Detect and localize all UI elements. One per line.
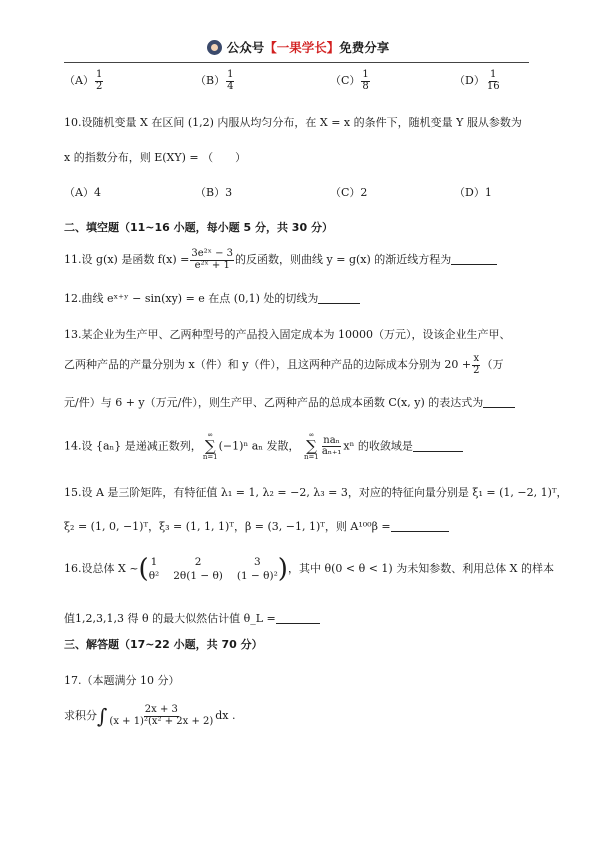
header-suffix: 免费分享 [339, 40, 390, 55]
q13-line3: 元/件）与 6 + y（万元/件），则生产甲、乙两种产品的总成本函数 C(x, y) 的表达式为 [64, 394, 515, 410]
page-header [0, 38, 596, 56]
q16-answer-blank [276, 613, 320, 624]
q15-answer-blank [391, 521, 449, 532]
section-solve-heading: 三、解答题（17~22 小题，共 70 分） [64, 638, 263, 651]
q16-distribution-matrix: 1 2 3 θ² 2θ(1 − θ) (1 − θ)² [148, 556, 278, 582]
q15-line1: 15.设 A 是三阶矩阵，有特征值 λ₁ = 1, λ₂ = −2, λ₃ = 3，对应的特征向量分别是 ξ₁ = (1, −2, 1)ᵀ， [64, 486, 568, 499]
section-fill-in-heading: 二、填空题（11~16 小题，每小题 5 分，共 30 分） [64, 221, 333, 234]
q16-line2: 值1,2,3,1,3 得 θ 的最大似然估计值 θ_L = [64, 610, 320, 626]
q9-option-b: （B） $\frac{1}{4}$ [195, 69, 234, 92]
q17-title: 17.（本题满分 10 分） [64, 674, 180, 687]
header-brand: 【一果学长】 [264, 40, 340, 55]
q13-answer-blank [483, 397, 515, 408]
avatar-icon [207, 40, 222, 55]
q11: 11.设 g(x) 是函数 f(x) = $\frac{\text{3e²ˣ − 3}}{\text{e²ˣ + 1}}$ 的反函数，则曲线 y = g(x) 的渐近线方程为 [64, 249, 497, 271]
header-divider [64, 62, 529, 63]
q17-integral: 求积分∫ $\frac{2x + 3}{\text{(x + 1)²(x² + 2x + 2)}}$ dx . [64, 704, 236, 728]
q9-option-c: （C） $\frac{1}{8}$ [330, 69, 369, 92]
q9-option-d: （D） $\frac{1}{16}$ [454, 69, 500, 92]
q10-option-b: （B）3 [195, 186, 233, 199]
q11-answer-blank [451, 254, 497, 265]
q13-line1: 13.某企业为生产甲、乙两种型号的产品投入固定成本为 10000（万元），设该企业生产甲、 [64, 328, 511, 341]
q10-option-a: （A）4 [64, 186, 101, 199]
header-prefix: 公众号 [226, 40, 265, 55]
q10-option-c: （C）2 [330, 186, 368, 199]
q13-line2: 乙两种产品的产量分别为 x（件）和 y（件），且这两种产品的边际成本分别为 20 + $\frac{x}{2}$ （万 [64, 353, 504, 376]
q10-option-d: （D）1 [454, 186, 492, 199]
q12-answer-blank [318, 293, 360, 304]
q9-option-a: （A） $\frac{1}{2}$ [64, 69, 103, 92]
q10-line1: 10.设随机变量 X 在区间 (1,2) 内服从均匀分布，在 X = x 的条件下，随机变量 Y 服从参数为 [64, 116, 522, 129]
q10-line2: x 的指数分布，则 E(XY) = （ ） [64, 151, 247, 164]
q15-line2: ξ₂ = (1, 0, −1)ᵀ，ξ₃ = (1, 1, 1)ᵀ，β = (3, −1, 1)ᵀ，则 A¹⁰⁰β = [64, 518, 449, 534]
q16-line1: 16.设总体 X ~( 1 2 3 θ² 2θ(1 − θ) (1 − θ)² )，其中 θ(0 < θ < 1) 为未知参数、利用总体 X 的样本 [64, 554, 555, 584]
q14: 14.设 {aₙ} 是递减正数列， ∞ ∑ n=1 (−1)ⁿ aₙ 发散， ∞ ∑ n=1 $\frac{\text{naₙ}}{\text{aₙ₊₁}}$ xⁿ 的收敛域是 [64, 432, 463, 461]
q12: 12.曲线 eˣ⁺ʸ − sin(xy) = e 在点 (0,1) 处的切线为 [64, 290, 360, 306]
q14-answer-blank [413, 441, 463, 452]
